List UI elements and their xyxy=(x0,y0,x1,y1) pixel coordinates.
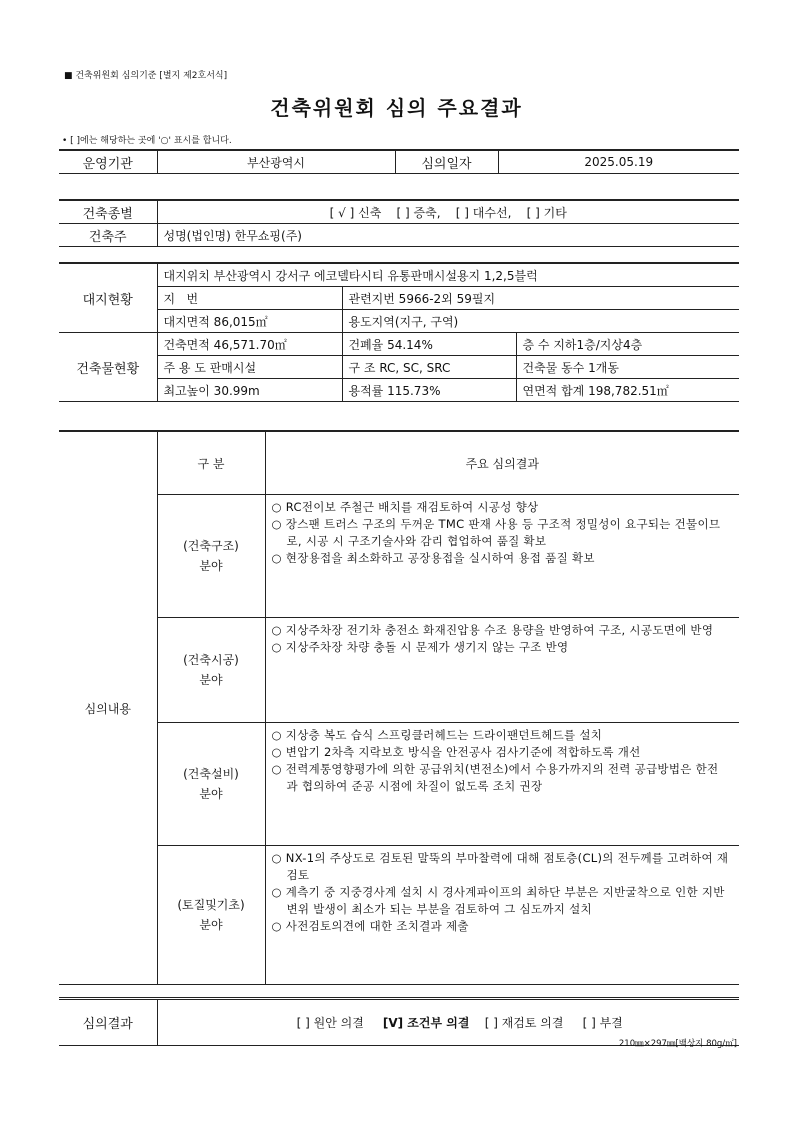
owner-value: 성명(법인명) 한무쇼핑(주) xyxy=(157,224,739,247)
type-options: [ √ ] 신축 [ ] 증축, [ ] 대수선, [ ] 기타 xyxy=(157,200,739,224)
coverage-ratio: 건폐율 54.14% xyxy=(342,333,516,356)
result-item: ○ 지상주차장 전기차 충전소 화재진압용 수조 용량을 반영하여 구조, 시공도면에 반영 xyxy=(271,623,714,637)
result-item: ○ 전력계통영향평가에 의한 공급위치(변전소)에서 수용가까지의 전력 공급방법은 한전과 협의하여 준공 시점에 차질이 없도록 조치 권장 xyxy=(271,762,719,793)
site-area: 대지면적 86,015㎡ xyxy=(157,310,342,333)
page-title: 건축위원회 심의 주요결과 xyxy=(270,96,523,120)
result-item: ○ 사전검토의견에 대한 조치결과 제출 xyxy=(271,919,469,933)
result-item: ○ 현장용접을 최소화하고 공장용접을 실시하여 용접 품질 확보 xyxy=(271,551,595,565)
category-header: 구 분 xyxy=(157,431,265,495)
org-label: 운영기관 xyxy=(59,150,157,174)
field-mechanical: (건축설비) 분야 xyxy=(157,723,265,846)
result-mechanical xyxy=(265,723,739,846)
basic-info-table xyxy=(59,149,739,174)
result-item: ○ NX-1의 주상도로 검토된 말뚝의 부마찰력에 대해 점토층(CL)의 전두께를 고려하여 재검토 xyxy=(271,851,729,882)
result-header: 주요 심의결과 xyxy=(265,431,739,495)
option-reexamine: [ ] 재검토 의결 xyxy=(484,1016,564,1030)
date-label: 심의일자 xyxy=(395,150,498,174)
building-area: 건축면적 46,571.70㎡ xyxy=(157,333,342,356)
site-label: 대지현황 xyxy=(59,263,157,333)
date-value: 2025.05.19 xyxy=(498,150,739,174)
result-construction xyxy=(265,618,739,723)
site-location: 대지위치 부산광역시 강서구 에코델타시티 유통판매시설용지 1,2,5블럭 xyxy=(157,263,739,287)
type-label: 건축종별 xyxy=(59,200,157,224)
result-item: ○ RC전이보 주철근 배치를 재검토하여 시공성 향상 xyxy=(271,500,539,514)
building-count: 건축물 동수 1개동 xyxy=(516,356,739,379)
result-geotechnical xyxy=(265,846,739,985)
review-label: 심의내용 xyxy=(59,431,157,985)
option-original: [ ] 원안 의결 xyxy=(296,1016,364,1030)
form-number: ■ 건축위원회 심의기준 [별지 제2호서식] xyxy=(64,71,228,81)
building-type-table xyxy=(59,199,739,247)
field-construction: (건축시공) 분야 xyxy=(157,618,265,723)
total-floor-area: 연면적 합계 198,782.51㎡ xyxy=(516,379,739,402)
review-table xyxy=(59,430,739,985)
org-value: 부산광역시 xyxy=(157,150,395,174)
main-use: 주 용 도 판매시설 xyxy=(157,356,342,379)
owner-label: 건축주 xyxy=(59,224,157,247)
paper-spec: 210㎜×297㎜[백상지 80g/㎡] xyxy=(618,1039,737,1049)
result-item: ○ 지상주차장 차량 충돌 시 문제가 생기지 않는 구조 반영 xyxy=(271,640,569,654)
field-structure: (건축구조) 분야 xyxy=(157,495,265,618)
result-structure xyxy=(265,495,739,618)
floor-area-ratio: 용적률 115.73% xyxy=(342,379,516,402)
result-item: ○ 지상층 복도 습식 스프링클러헤드는 드라이팬던트헤드를 설치 xyxy=(271,728,603,742)
max-height: 최고높이 30.99m xyxy=(157,379,342,402)
site-structure-table xyxy=(59,262,739,402)
site-lot: 지 번 xyxy=(157,287,342,310)
field-geotechnical: (토질및기초) 분야 xyxy=(157,846,265,985)
structure-label: 건축물현황 xyxy=(59,333,157,402)
result-label: 심의결과 xyxy=(59,999,157,1046)
result-item: ○ 변압기 2차측 지락보호 방식을 안전공사 검사기준에 적합하도록 개선 xyxy=(271,745,641,759)
floor-count: 층 수 지하1층/지상4층 xyxy=(516,333,739,356)
option-conditional: [V] 조건부 의결 xyxy=(382,1016,470,1030)
site-related-lot: 관련지번 5966-2외 59필지 xyxy=(342,287,739,310)
result-item: ○ 계측기 중 지중경사계 설치 시 경사계파이프의 최하단 부분은 지반굴착으로 인한 지반 변위 발생이 최소가 되는 부분을 검토하여 그 심도까지 설치 xyxy=(271,885,725,916)
site-zone: 용도지역(지구, 구역) xyxy=(342,310,739,333)
result-item: ○ 장스팬 트러스 구조의 두꺼운 TMC 판재 사용 등 구조적 정밀성이 요구되는 건물이므로, 시공 시 구조기술사와 감리 협업하여 품질 확보 xyxy=(271,517,721,548)
instruction-note: • [ ]에는 해당하는 곳에 '○' 표시를 합니다. xyxy=(62,136,232,146)
structure-type: 구 조 RC, SC, SRC xyxy=(342,356,516,379)
option-rejected: [ ] 부결 xyxy=(582,1016,623,1030)
